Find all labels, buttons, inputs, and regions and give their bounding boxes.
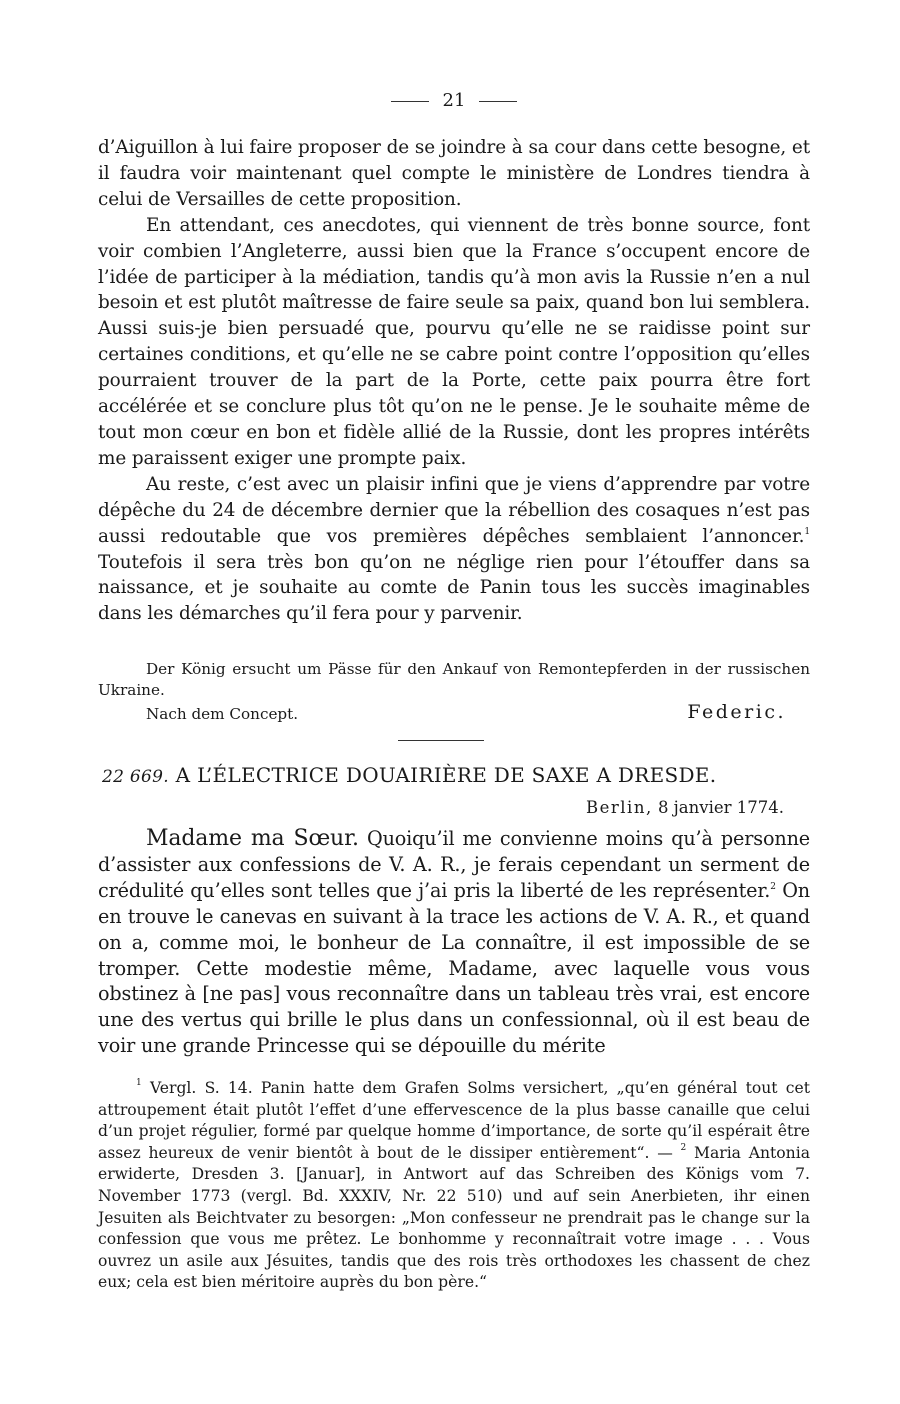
letter-text-b: On en trouve le canevas en suivant à la trace les actions de V. A. R., et quand on a, comme moi, le bonheur de La connaître, il est impossible de se tromper. Cette modestie même, Madame, avec laquelle vous vous obstinez à [ne pas] vous reconnaître dans un tableau très vrai, est encore une des vertus qui brille le plus dans un confessionnal, où il est beau de voir une grande Princesse qui se dépouille du mérite bbox=[98, 878, 810, 1058]
paragraph-3-text-a: Au reste, c’est avec un plaisir infini que je viens d’apprendre par votre dépêche du 24 de décembre dernier que la rébellion des cosaques n’est pas aussi redoutable que vos premières dépêches semblaient l’annoncer. bbox=[98, 473, 810, 547]
footnote-mark-1: 1 bbox=[804, 526, 810, 537]
section-divider bbox=[398, 740, 484, 741]
signature-line bbox=[98, 701, 810, 723]
footnote-mark-2: 2 bbox=[770, 881, 776, 892]
place: Berlin, bbox=[585, 798, 653, 817]
page-number: 21 bbox=[442, 90, 466, 111]
letter-title: A L’ÉLECTRICE DOUAIRIÈRE DE SAXE A DRESDE. bbox=[175, 763, 717, 787]
summary-text: Der König ersucht um Pässe für den Ankauf von Remontepferden in der russischen Ukraine. bbox=[98, 660, 810, 699]
source-note: Nach dem Concept. bbox=[146, 705, 299, 723]
letter-text-a: Quoiqu’il me convienne moins qu’à personne d’assister aux confessions de V. A. R., je ferais cependant un serment de crédulité qu’elles sont telles que j’ai pris la liberté de les représenter. bbox=[98, 827, 810, 902]
letter-continuation bbox=[98, 135, 810, 627]
dateline bbox=[586, 798, 784, 817]
header-rule-left bbox=[391, 101, 429, 102]
salutation: Madame ma Sœur. bbox=[146, 826, 359, 851]
letter-number: 22 669. bbox=[102, 767, 169, 787]
paragraph-1: d’Aiguillon à lui faire proposer de se joindre à sa cour dans cette besogne, et il faudra voir maintenant quel compte le ministère de Londres tiendra à celui de Versailles de cette proposition. bbox=[98, 137, 810, 210]
letter-heading bbox=[102, 763, 810, 787]
letter-paragraph bbox=[98, 826, 810, 1059]
footnote-1-mark: 1 bbox=[136, 1078, 142, 1088]
footnote-2: Maria Antonia erwiderte, Dresden 3. [Januar], in Antwort auf das Schreiben des Königs vom 7. November 1773 (vergl. Bd. XXXIV, Nr. 22 510) und auf sein Anerbieten, ihr einen Jesuiten als Beichtvater zu besorgen: „Mon confesseur ne prendrait pas le change sur la confession que vous me prêtez. Le bonhomme y reconnaîtrait votre image . . . Vous ouvrez un asile aux Jésuites, tandis que des rois très orthodoxes les chassent de chez eux; cela est bien méritoire auprès du bon père.“ bbox=[98, 1143, 810, 1292]
page-header bbox=[98, 90, 810, 111]
summary-note bbox=[98, 659, 810, 700]
footnote-2-mark: 2 bbox=[680, 1142, 687, 1153]
paragraph-2: En attendant, ces anecdotes, qui viennent de très bonne source, font voir combien l’Angleterre, aussi bien que la France s’occupent encore de l’idée de participer à la médiation, tandis qu’à mon avis la Russie n’en a nul besoin et est plutôt maîtresse de faire seule sa paix, quand bon lui semblera. Aussi suis-je bien persuadé que, pourvu qu’elle ne se raidisse point sur certaines conditions, et qu’elle ne se cabre point contre l’opposition qu’elles pourraient trouver de la part de la Porte, cette paix pourra être fort accélérée et se conclure plus tôt qu’on ne le pense. Je le souhaite même de tout mon cœur en bon et fidèle allié de la Russie, dont les propres intérêts me paraissent exiger une prompte paix. bbox=[98, 214, 810, 469]
letter-body bbox=[98, 826, 810, 1059]
footnote-1: Vergl. S. 14. Panin hatte dem Grafen Solms versichert, „qu’en général tout cet attroupement était plutôt l’effet d’une effervescence de la plus basse canaille que celui d’un projet régulier, formé par quelque homme d’importance, de sorte qu’il espérait être assez heureux de venir bientôt à bout de le dissiper entièrement“. — bbox=[98, 1079, 810, 1162]
footnotes bbox=[98, 1078, 810, 1294]
header-rule-right bbox=[479, 101, 517, 102]
footnote-text bbox=[98, 1078, 810, 1294]
paragraph-3-text-b: Toutefois il sera très bon qu’on ne néglige rien pour l’étouffer dans sa naissance, et je souhaite au comte de Panin tous les succès imaginables dans les démarches qu’il fera pour y parvenir. bbox=[98, 551, 810, 625]
date: 8 janvier 1774. bbox=[657, 798, 784, 817]
paragraph-3 bbox=[98, 472, 810, 627]
signature: Federic. bbox=[687, 701, 786, 723]
